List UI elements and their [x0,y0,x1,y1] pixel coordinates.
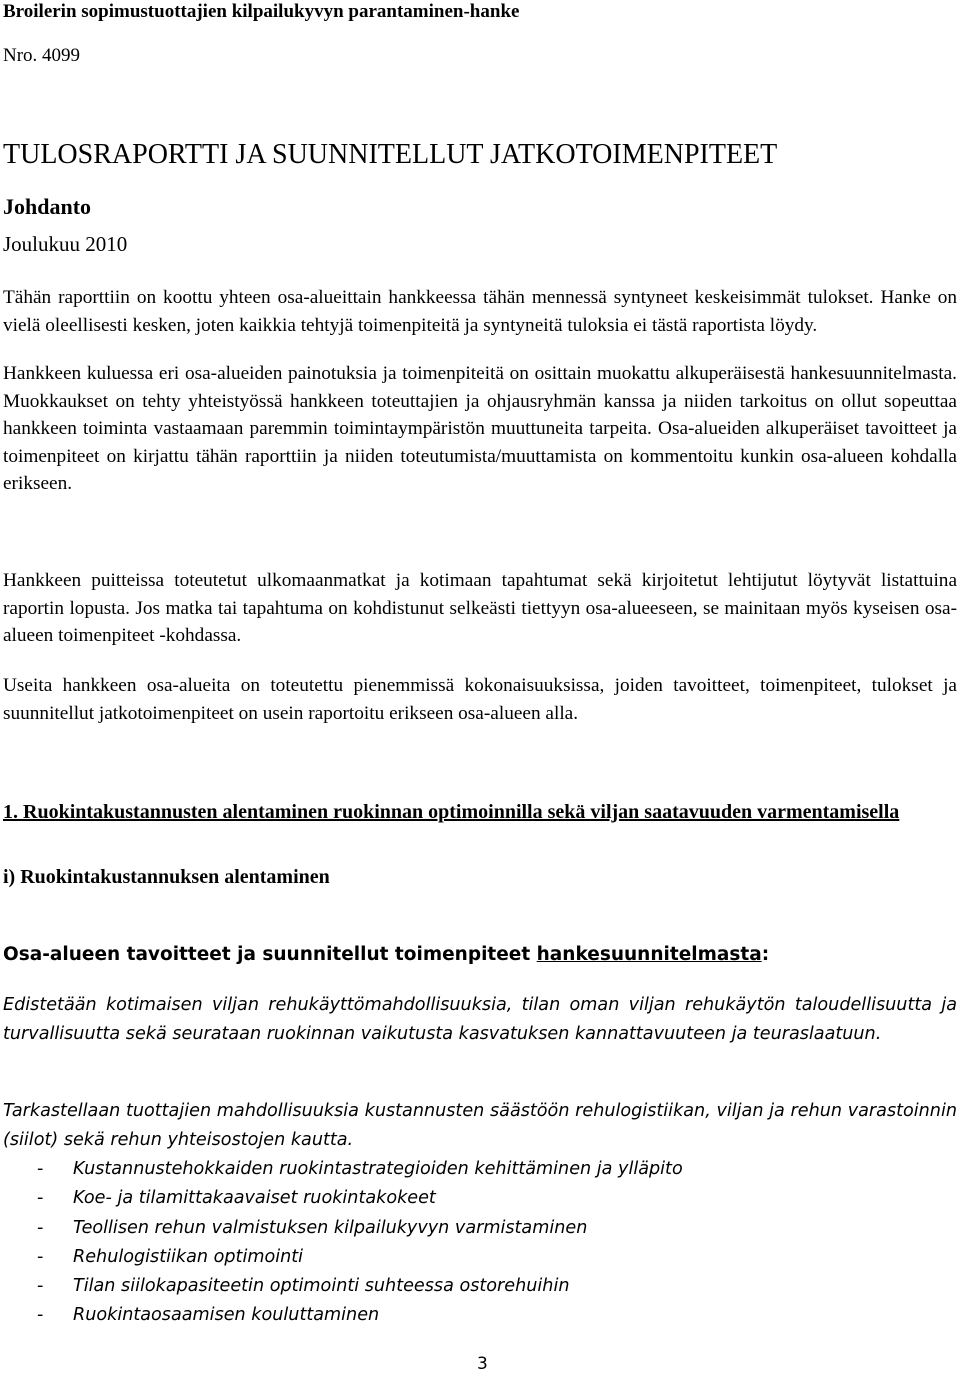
bullet-dash: - [37,1276,44,1297]
intro-paragraph-4: Useita hankkeen osa-alueita on toteutettu pienemmissä kokonaisuuksissa, joiden tavoitteet, toimenpiteet, tulokset ja suunnitellut jatkotoimenpiteet on usein raportoitu erikseen osa-alueen alla. [3,675,957,724]
report-date: Joulukuu 2010 [3,232,128,256]
goals-heading-prefix: Osa-alueen tavoitteet ja suunnitellut toimenpiteet [3,944,537,965]
goals-heading [3,944,769,965]
bullet-dash: - [37,1188,44,1209]
report-title: TULOSRAPORTTI JA SUUNNITELLUT JATKOTOIMENPITEET [3,139,778,170]
goals-heading-suffix: : [761,944,770,965]
section-subheading: i) Ruokintakustannuksen alentaminen [3,866,330,888]
project-number: Nro. 4099 [3,45,81,66]
list-item-text: Koe- ja tilamittakaavaiset ruokintakokeet [73,1188,436,1209]
list-item-text: Teollisen rehun valmistuksen kilpailukyvyn varmistaminen [73,1217,588,1238]
project-title: Broilerin sopimustuottajien kilpailukyvyn parantaminen-hanke [3,1,520,22]
goals-heading-link: hankesuunnitelmasta [536,944,762,965]
section-heading: 1. Ruokintakustannusten alentaminen ruokinnan optimoinnilla sekä viljan saatavuuden varmentamisella [3,801,900,823]
goal-text-2: Tarkastellaan tuottajien mahdollisuuksia kustannusten säästöön rehulogistiikan, viljan ja rehun varastoinnin (siilot) sekä rehun yhteisostojen kautta. [3,1101,957,1150]
list-item-text: Kustannustehokkaiden ruokintastrategioiden kehittäminen ja ylläpito [73,1159,683,1179]
intro-paragraph-3: Hankkeen puitteissa toteutetut ulkomaanmatkat ja kotimaan tapahtumat sekä kirjoitetut lehtijutut löytyvät listattuina raportin lopusta. Jos matka tai tapahtuma on kohdistunut selkeästi tiettyyn osa-alueeseen, se mainitaan myös kyseisen osa-alueen toimenpiteet -kohdassa. [3,570,957,646]
goal-text-1: Edistetään kotimaisen viljan rehukäyttömahdollisuuksia, tilan oman viljan rehukäytön taloudellisuutta ja turvallisuutta sekä seurataan ruokinnan vaikutusta kasvatuksen kannattavuuteen ja teuraslaatuun. [3,995,957,1044]
intro-heading: Johdanto [3,194,92,219]
bullet-dash: - [37,1246,44,1267]
intro-paragraph-1: Tähän raporttiin on koottu yhteen osa-alueittain hankkeessa tähän mennessä syntyneet keskeisimmät tulokset. Hanke on vielä oleellisesti kesken, joten kaikkia tehtyjä toimenpiteitä ja syntyneitä tuloksia ei tästä raportista löydy. [3,287,957,336]
list-item-text: Ruokintaosaamisen kouluttaminen [73,1305,380,1326]
bullet-dash: - [37,1159,44,1179]
intro-paragraph-2: Hankkeen kuluessa eri osa-alueiden painotuksia ja toimenpiteitä on osittain muokattu alkuperäisestä hankesuunnitelmasta. Muokkaukset on tehty yhteistyössä hankkeen toteuttajien ja ohjausryhmän kanssa ja niiden tarkoitus on ollut sopeuttaa hankkeen toiminta vastaamaan paremmin toimintaympäristön muuttuneita tarpeita. Osa-alueiden alkuperäiset tavoitteet ja toimenpiteet on kirjattu tähän raporttiin ja niiden toteutumista/muuttamista on kommentoitu kunkin osa-alueen kohdalla erikseen. [3,363,957,494]
bullet-dash: - [37,1217,44,1238]
bullet-dash: - [37,1305,44,1326]
list-item-text: Tilan siilokapasiteetin optimointi suhteessa ostorehuihin [73,1276,570,1297]
page-number: 3 [477,1354,488,1374]
list-item-text: Rehulogistiikan optimointi [73,1246,304,1267]
